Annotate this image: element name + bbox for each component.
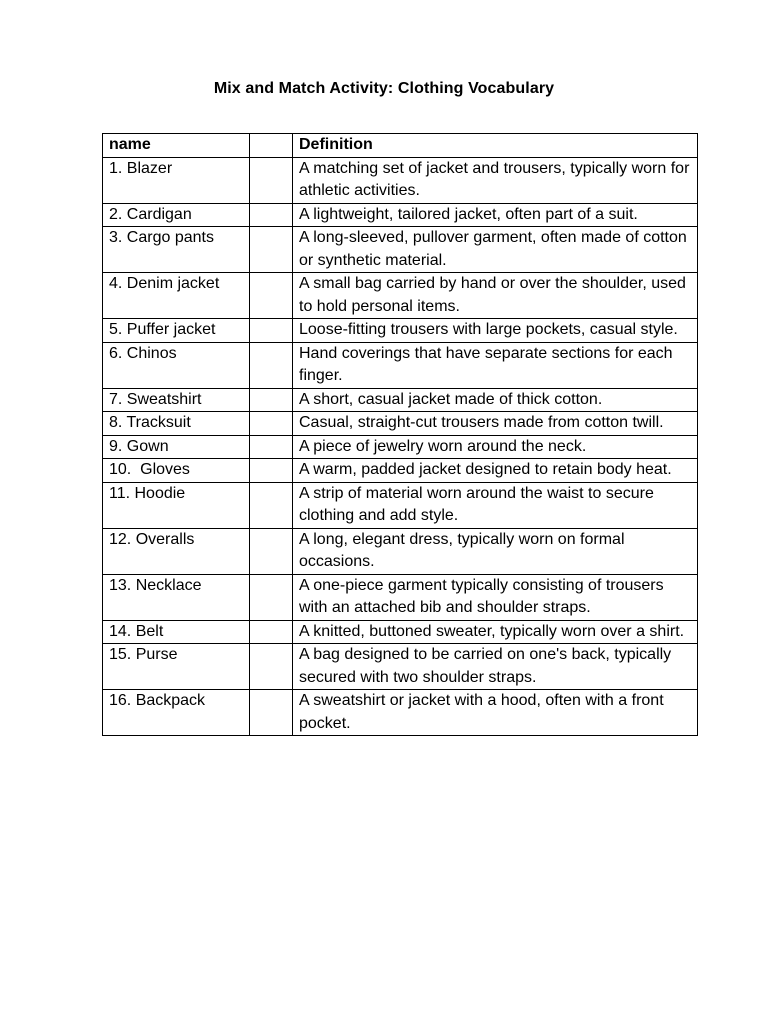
term-definition: A short, casual jacket made of thick cotton. xyxy=(293,388,698,412)
term-name: 13. Necklace xyxy=(103,574,250,620)
term-definition: A knitted, buttoned sweater, typically worn over a shirt. xyxy=(293,620,698,644)
term-name: 2. Cardigan xyxy=(103,203,250,227)
table-row xyxy=(103,574,698,620)
term-definition: A strip of material worn around the waist to secure clothing and add style. xyxy=(293,482,698,528)
table-row xyxy=(103,412,698,436)
term-definition: A small bag carried by hand or over the shoulder, used to hold personal items. xyxy=(293,273,698,319)
answer-blank[interactable] xyxy=(250,620,293,644)
table-row xyxy=(103,227,698,273)
vocabulary-table xyxy=(102,133,698,736)
table-row xyxy=(103,482,698,528)
term-definition: A piece of jewelry worn around the neck. xyxy=(293,435,698,459)
answer-blank[interactable] xyxy=(250,319,293,343)
answer-blank[interactable] xyxy=(250,342,293,388)
answer-blank[interactable] xyxy=(250,412,293,436)
table-row xyxy=(103,690,698,736)
term-name: 14. Belt xyxy=(103,620,250,644)
term-definition: A warm, padded jacket designed to retain body heat. xyxy=(293,459,698,483)
answer-blank[interactable] xyxy=(250,203,293,227)
table-row xyxy=(103,342,698,388)
term-name: 9. Gown xyxy=(103,435,250,459)
table-row xyxy=(103,319,698,343)
table-row xyxy=(103,388,698,412)
term-definition: A lightweight, tailored jacket, often part of a suit. xyxy=(293,203,698,227)
term-definition: A long, elegant dress, typically worn on formal occasions. xyxy=(293,528,698,574)
table-row xyxy=(103,273,698,319)
term-name: 6. Chinos xyxy=(103,342,250,388)
term-name: 15. Purse xyxy=(103,644,250,690)
table-row xyxy=(103,644,698,690)
term-name: 10. Gloves xyxy=(103,459,250,483)
document-title: Mix and Match Activity: Clothing Vocabulary xyxy=(213,80,555,97)
term-name: 1. Blazer xyxy=(103,157,250,203)
term-definition: Hand coverings that have separate sections for each finger. xyxy=(293,342,698,388)
table-row xyxy=(103,203,698,227)
term-name: 7. Sweatshirt xyxy=(103,388,250,412)
term-name: 8. Tracksuit xyxy=(103,412,250,436)
term-definition: Casual, straight-cut trousers made from cotton twill. xyxy=(293,412,698,436)
answer-blank[interactable] xyxy=(250,227,293,273)
table-row xyxy=(103,528,698,574)
term-definition: A one-piece garment typically consisting of trousers with an attached bib and shoulder straps. xyxy=(293,574,698,620)
answer-blank[interactable] xyxy=(250,388,293,412)
term-name: 12. Overalls xyxy=(103,528,250,574)
table-header-row xyxy=(103,134,698,158)
answer-blank[interactable] xyxy=(250,574,293,620)
table-row xyxy=(103,620,698,644)
column-header-blank xyxy=(250,134,293,158)
term-name: 16. Backpack xyxy=(103,690,250,736)
answer-blank[interactable] xyxy=(250,435,293,459)
term-name: 3. Cargo pants xyxy=(103,227,250,273)
term-name: 4. Denim jacket xyxy=(103,273,250,319)
answer-blank[interactable] xyxy=(250,157,293,203)
column-header-definition: Definition xyxy=(293,134,698,158)
answer-blank[interactable] xyxy=(250,273,293,319)
answer-blank[interactable] xyxy=(250,459,293,483)
table-row xyxy=(103,157,698,203)
answer-blank[interactable] xyxy=(250,528,293,574)
term-definition: A matching set of jacket and trousers, typically worn for athletic activities. xyxy=(293,157,698,203)
table-row xyxy=(103,459,698,483)
term-definition: A long-sleeved, pullover garment, often made of cotton or synthetic material. xyxy=(293,227,698,273)
answer-blank[interactable] xyxy=(250,482,293,528)
term-name: 11. Hoodie xyxy=(103,482,250,528)
term-name: 5. Puffer jacket xyxy=(103,319,250,343)
answer-blank[interactable] xyxy=(250,690,293,736)
column-header-name: name xyxy=(103,134,250,158)
table-row xyxy=(103,435,698,459)
answer-blank[interactable] xyxy=(250,644,293,690)
term-definition: A sweatshirt or jacket with a hood, often with a front pocket. xyxy=(293,690,698,736)
term-definition: Loose-fitting trousers with large pockets, casual style. xyxy=(293,319,698,343)
term-definition: A bag designed to be carried on one's back, typically secured with two shoulder straps. xyxy=(293,644,698,690)
